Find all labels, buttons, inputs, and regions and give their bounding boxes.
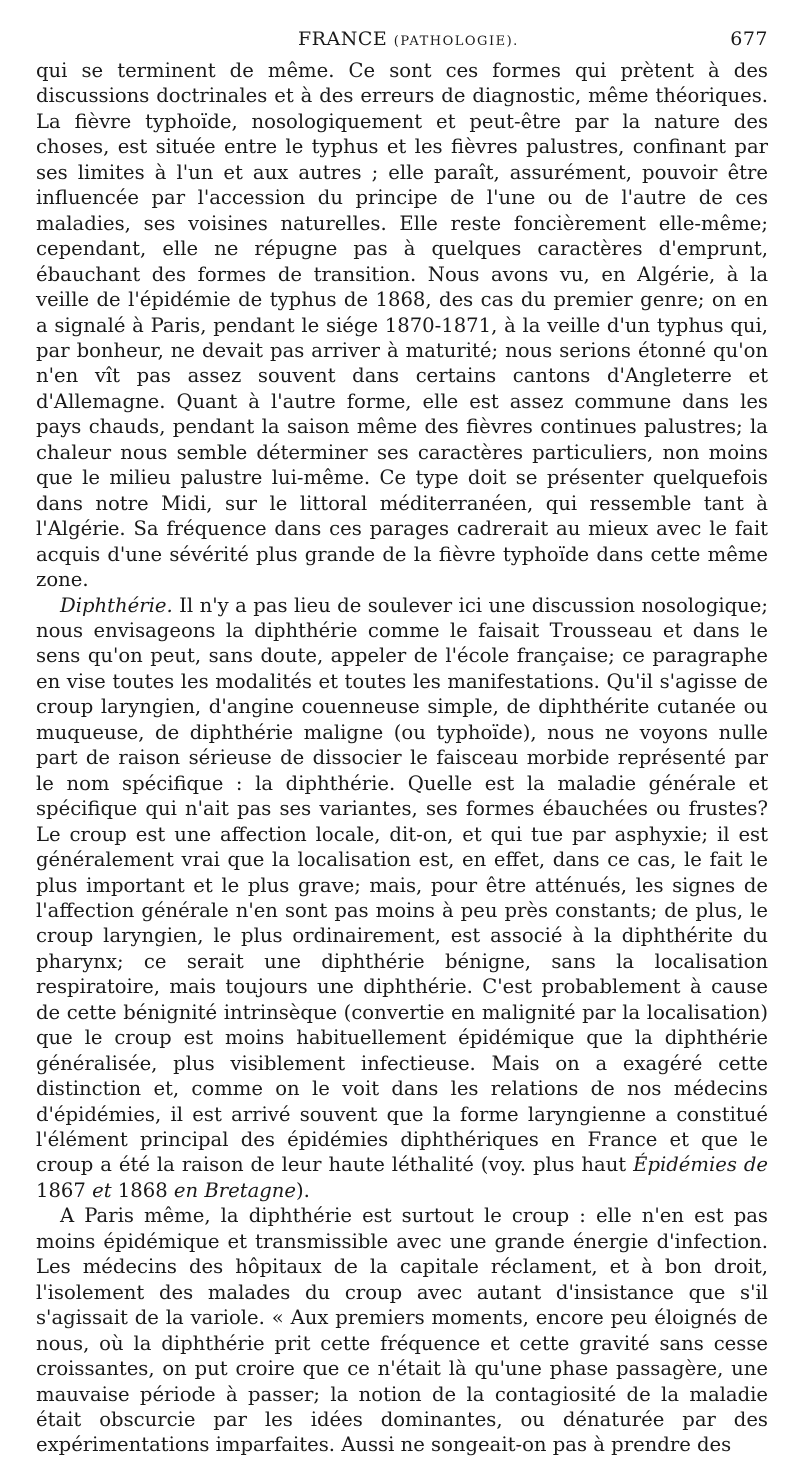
- reference-year-1868: 1868: [111, 1178, 174, 1202]
- reference-epidemies: Épidémies de: [633, 1153, 768, 1177]
- header-subtitle: (PATHOLOGIE).: [393, 34, 519, 49]
- header-title-group: [298, 28, 519, 50]
- book-page: [36, 24, 768, 1458]
- reference-close: ).: [296, 1178, 310, 1202]
- reference-bretagne: en Bretagne: [173, 1178, 297, 1202]
- reference-et: et: [92, 1178, 112, 1202]
- paragraph-diphtheria: [36, 593, 768, 1204]
- reference-year-1867: 1867: [36, 1178, 93, 1202]
- section-heading-diphtheria: Diphthérie.: [60, 593, 173, 617]
- running-header: [36, 24, 768, 58]
- header-title: FRANCE: [298, 28, 388, 50]
- body-text: [36, 58, 768, 1458]
- page-number: 677: [730, 28, 768, 50]
- paragraph-typhoid: qui se terminent de même. Ce sont ces formes qui prètent à des discussions doctrinales et à des erreurs de diagnostic, même théoriques. La fièvre typhoïde, nosologiquement et peut-être par la nature des choses, est située entre le typhus et les fièvres palustres, confinant par ses limites à l'un et aux autres ; elle paraît, assurément, pouvoir être influencée par l'accession du principe de l'une ou de l'autre de ces maladies, ses voisines naturelles. Elle reste foncièrement elle-même; cependant, elle ne répugne pas à quelques caractères d'emprunt, ébauchant des formes de transition. Nous avons vu, en Algérie, à la veille de l'épidémie de typhus de 1868, des cas du premier genre; on en a signalé à Paris, pendant le siége 1870-1871, à la veille d'un typhus qui, par bonheur, ne devait pas arriver à maturité; nous serions étonné qu'on n'en vît pas assez souvent dans certains cantons d'Angleterre et d'Allemagne. Quant à l'autre forme, elle est assez commune dans les pays chauds, pendant la saison même des fièvres continues palustres; la chaleur nous semble déterminer ses caractères particuliers, non moins que le milieu palustre lui-même. Ce type doit se présenter quelquefois dans notre Midi, sur le littoral méditerranéen, qui ressemble tant à l'Algérie. Sa fréquence dans ces parages cadrerait au mieux avec le fait acquis d'une sévérité plus grande de la fièvre typhoïde dans cette même zone.: [36, 59, 768, 592]
- paragraph-diphtheria-body: Il n'y a pas lieu de soulever ici une discussion nosologique; nous envisageons la diphthérie comme le faisait Trousseau et dans le sens qu'on peut, sans doute, appeler de l'école française; ce paragraphe en vise toutes les modalités et toutes les manifestations. Qu'il s'agisse de croup laryngien, d'angine couenneuse simple, de diphthérite cutanée ou muqueuse, de diphthérie maligne (ou typhoïde), nous ne voyons nulle part de raison sérieuse de dissocier le faisceau morbide représenté par le nom spécifique : la diphthérie. Quelle est la maladie générale et spécifique qui n'ait pas ses variantes, ses formes ébauchées ou frustes? Le croup est une affection locale, dit-on, et qui tue par asphyxie; il est généralement vrai que la localisation est, en effet, dans ce cas, le fait le plus important et le plus grave; mais, pour être atténués, les signes de l'affection générale n'en sont pas moins à peu près constants; de plus, le croup laryngien, le plus ordinairement, est associé à la diphthérite du pharynx; ce serait une diphthérie bénigne, sans la localisation respiratoire, mais toujours une diphthérie. C'est probablement à cause de cette bénignité intrinsèque (convertie en malignité par la localisation) que le croup est moins habituellement épidémique que la diphthérie généralisée, plus visiblement infectieuse. Mais on a exagéré cette distinction et, comme on le voit dans les relations de nos médecins d'épidémies, il est arrivé souvent que la forme laryngienne a constitué l'élément principal des épidémies diphthériques en France et que le croup a été la raison de leur haute léthalité (voy. plus haut: [36, 593, 768, 1177]
- paragraph-paris: A Paris même, la diphthérie est surtout le croup : elle n'en est pas moins épidémique et transmissible avec une grande énergie d'infection. Les médecins des hôpitaux de la capitale réclament, et à bon droit, l'isolement des malades du croup avec autant d'insistance que s'il s'agissait de la variole. « Aux premiers moments, encore peu éloignés de nous, où la diphthérie prit cette fréquence et cette gravité sans cesse croissantes, on put croire que ce n'était là qu'une phase passagère, une mauvaise période à passer; la notion de la contagiosité de la maladie était obscurcie par les idées dominantes, ou dénaturée par des expérimentations imparfaites. Aussi ne songeait-on pas à prendre des: [36, 1204, 768, 1457]
